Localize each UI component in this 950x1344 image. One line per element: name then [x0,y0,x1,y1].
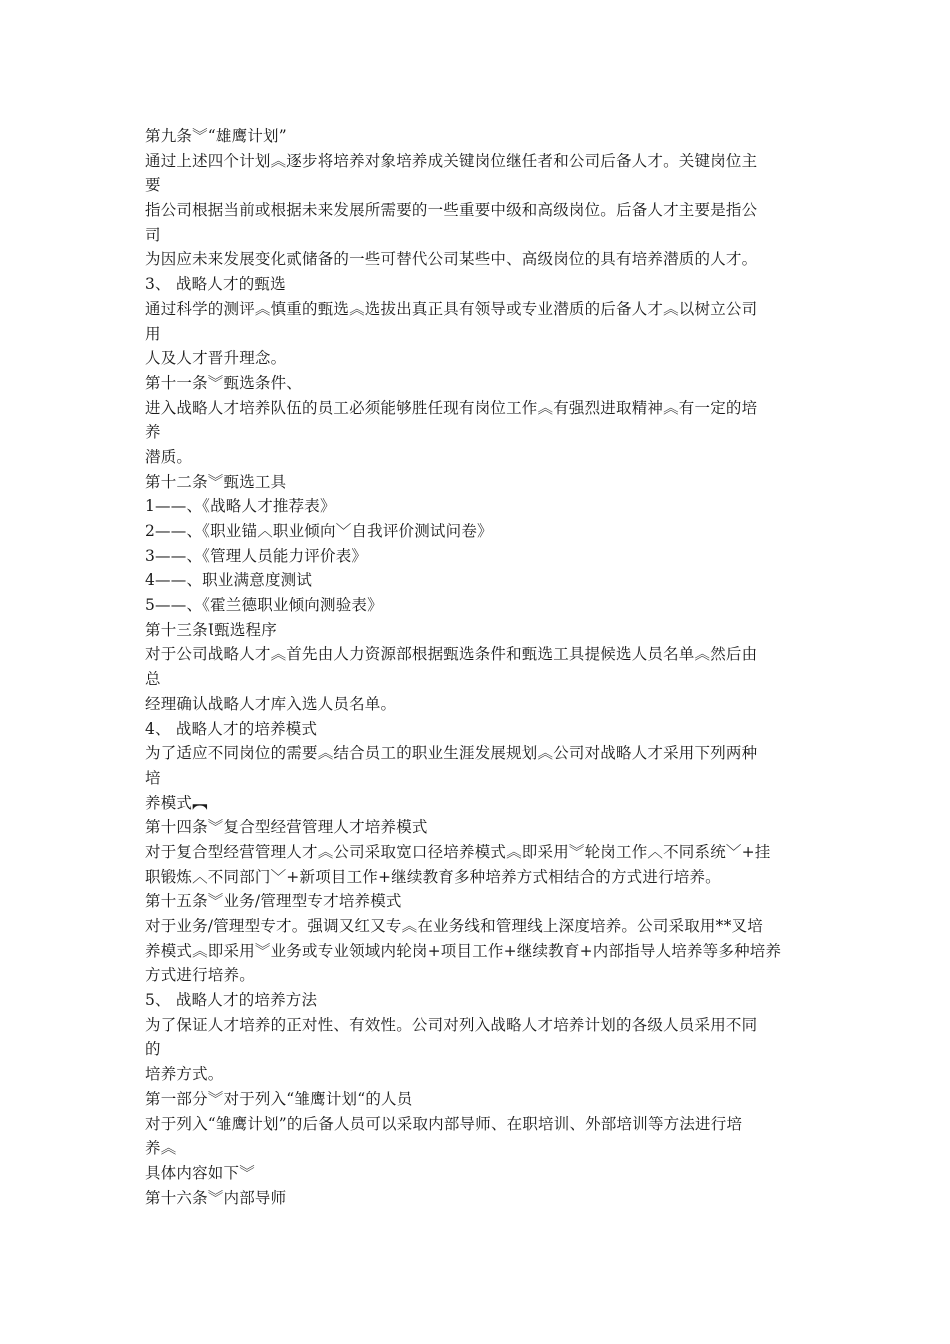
text-line: 进入战略人才培养队伍的员工必须能够胜任现有岗位工作︽有强烈进取精神︽有一定的培 [145,398,758,417]
text-line: 养模式︽即采用︾业务或专业领域内轮岗+项目工作+继续教育+内部指导人培养等多种培养 [145,941,782,960]
text-line: 对于业务/管理型专才。强调又红又专︽在业务线和管理线上深度培养。公司采取用**叉培 [145,917,763,935]
text-line: 要 [145,176,161,195]
text-line: 第九条︾“雄鹰计划” [145,127,287,145]
document-body [145,124,815,1210]
text-line: 4——、职业满意度测试 [145,571,313,590]
text-line: 养︽ [145,1139,177,1158]
text-line: 人及人才晋升理念。 [145,349,287,368]
text-line: 职锻炼︿不同部门﹀+新项目工作+继续教育多种培养方式相结合的方式进行培养。 [145,867,721,886]
text-line: 指公司根据当前或根据未来发展所需要的一些重要中级和高级岗位。后备人才主要是指公 [145,201,758,220]
text-line: 总 [145,670,161,689]
text-line: 第十一条︾甄选条件、 [145,373,303,392]
text-line: 经理确认战略人才库入选人员名单。 [145,694,397,713]
text-line: 第一部分︾对于列入“雏鹰计划“的人员 [145,1089,413,1108]
text-line: 潜质。 [145,447,193,466]
text-line: 第十四条︾复合型经营管理人才培养模式 [145,818,428,837]
text-line: 2——、《职业锚︿职业倾向﹀自我评价测试问卷》 [145,522,493,540]
text-line: 为因应未来发展变化贰储备的一些可替代公司某些中、高级岗位的具有培养潜质的人才。 [145,250,758,269]
text-line: 司 [145,225,161,244]
text-line: 第十二条︾甄选工具 [145,472,287,491]
text-line: 方式进行培养。 [145,966,255,985]
text-line: 养 [145,423,161,442]
text-line: 培养方式。 [145,1065,224,1084]
text-line: 对于复合型经营管理人才︽公司采取宽口径培养模式︽即采用︾轮岗工作︿不同系统﹀+挂 [145,842,771,861]
text-line: 3——、《管理人员能力评价表》 [145,546,368,565]
text-line: 通过上述四个计划︽逐步将培养对象培养成关键岗位继任者和公司后备人才。关键岗位主 [145,151,758,170]
text-line: 用 [145,324,161,343]
text-line: 3、 战略人才的甄选 [145,275,286,294]
text-line: 的 [145,1040,161,1059]
text-line: 为了保证人才培养的正对性、有效性。公司对列入战略人才培养计划的各级人员采用不同 [145,1015,758,1034]
text-line: 第十三条Ɩ甄选程序 [145,620,277,639]
text-line: 为了适应不同岗位的需要︽结合员工的职业生涯发展规划︽公司对战略人才采用下列两种 [145,744,758,763]
text-line: 培 [145,768,161,787]
text-line: 养模式︻ [145,793,208,812]
text-line: 5——、《霍兰德职业倾向测验表》 [145,596,383,615]
text-line: 对于列入“雏鹰计划”的后备人员可以采取内部导师、在职培训、外部培训等方法进行培 [145,1114,743,1133]
text-line: 对于公司战略人才︽首先由人力资源部根据甄选条件和甄选工具提候选人员名单︽然后由 [145,645,758,664]
text-line: 4、 战略人才的培养模式 [145,719,318,738]
text-line: 1——、《战略人才推荐表》 [145,497,336,516]
text-line: 具体内容如下︾ [145,1163,255,1182]
text-line: 通过科学的测评︽慎重的甄选︽选拔出真正具有领导或专业潜质的后备人才︽以树立公司 [145,299,758,318]
text-line: 第十五条︾业务/管理型专才培养模式 [145,892,402,911]
text-line: 5、 战略人才的培养方法 [145,991,318,1010]
text-line: 第十六条︾内部导师 [145,1188,287,1207]
